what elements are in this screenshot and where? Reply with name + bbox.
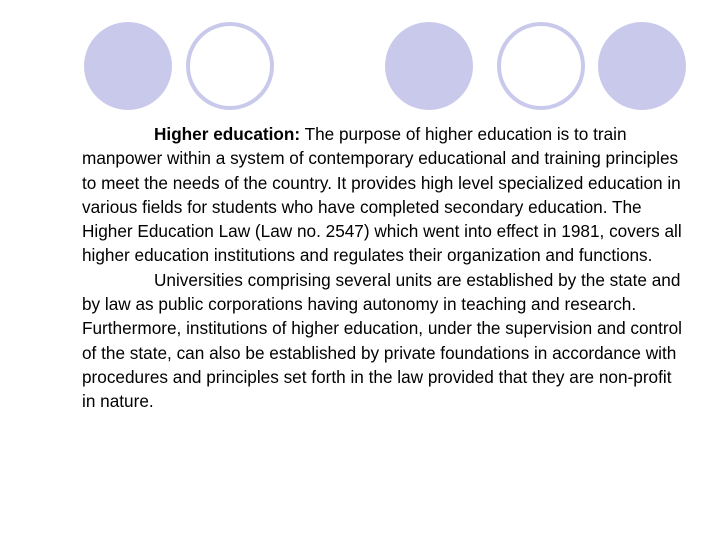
circle-decoration <box>385 22 473 110</box>
paragraph-heading: Higher education: <box>154 124 301 144</box>
circle-decoration <box>598 22 686 110</box>
decorative-circles <box>0 0 720 120</box>
ring-decoration <box>186 22 274 110</box>
circle-decoration <box>84 22 172 110</box>
ring-decoration <box>497 22 585 110</box>
slide-body <box>82 122 686 414</box>
paragraph-higher-education <box>82 122 686 268</box>
paragraph-universities <box>82 268 686 414</box>
paragraph-text: The purpose of higher education is to train manpower within a system of contemporary educational and training principles to meet the needs of the country. It provides high level specialized education in various fields for students who have completed secondary education. The Higher Education Law (Law no. 2547) which went into effect in 1981, covers all higher education institutions and regulates their organization and functions. <box>82 124 682 266</box>
paragraph-text: Universities comprising several units are established by the state and by law as public corporations having autonomy in teaching and research. Furthermore, institutions of higher education, under the supervision and control of the state, can also be established by private foundations in accordance with procedures and principles set forth in the law provided that they are non-profit in nature. <box>82 269 682 412</box>
